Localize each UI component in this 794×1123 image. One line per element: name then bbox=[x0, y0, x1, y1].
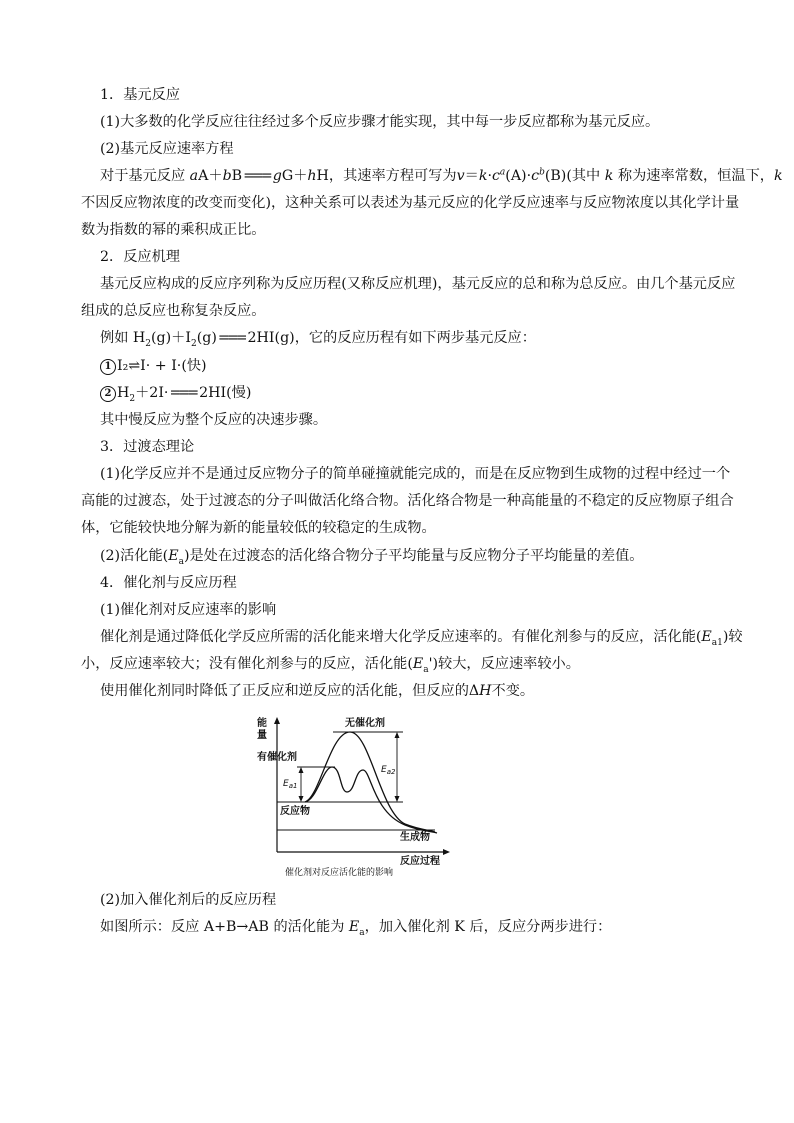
s4-subtitle-2: (2)加入催化剂后的反应历程 bbox=[100, 892, 277, 908]
section-1-title: 1．基元反应 bbox=[100, 87, 180, 103]
s1-paragraph-2-line2: 不因反应物浓度的改变而变化)，这种关系可以表述为基元反应的化学反应速率与反应物浓度以其化学计量 bbox=[81, 195, 740, 211]
ea2-arrow bbox=[395, 732, 400, 802]
figure-caption: 催化剂对反应活化能的影响 bbox=[285, 868, 394, 877]
section-2-title: 2．反应机理 bbox=[100, 249, 180, 265]
s2-paragraph-line2: 组成的总反应也称复杂反应。 bbox=[81, 303, 266, 319]
s1-paragraph-1: (1)大多数的化学反应往往经过多个反应步骤才能实现，其中每一步反应都称为基元反应。 bbox=[100, 114, 660, 130]
elementary-reaction-formula: aA＋bB=== gG＋hH bbox=[189, 168, 329, 184]
catalyst-energy-diagram bbox=[255, 712, 455, 877]
s1-rate-law-line: 对于基元反应 aA＋bB=== gG＋hH，其速率方程可写为$v=k\cdot c^a(A)\cdot c^b(B)$(其中 k 称为速率常数，恒温下，k bbox=[100, 167, 783, 184]
s2-step-2: 2 $H_2+2I\cdot=== 2HI$(慢) bbox=[100, 383, 251, 403]
product-label: 生成物 bbox=[400, 832, 430, 843]
s4-subtitle-1: (1)催化剂对反应速率的影响 bbox=[100, 602, 277, 618]
ea1-arrow bbox=[299, 767, 304, 802]
section-3-title: 3．过渡态理论 bbox=[100, 439, 195, 455]
ea1-label: $E_{a1}$ bbox=[283, 779, 298, 790]
s4-paragraph-1-line2: 小，反应速率较大；没有催化剂参与的反应，活化能$(E_a')$较大，反应速率较小。 bbox=[81, 656, 580, 675]
section-4-title: 4．催化剂与反应历程 bbox=[100, 575, 237, 591]
s3-paragraph-1-line3: 体，它能较快地分解为新的能量较低的较稳定的生成物。 bbox=[81, 520, 436, 536]
y-axis-label-2: 量 bbox=[257, 730, 267, 741]
reactant-label: 反应物 bbox=[280, 806, 310, 817]
catalyst-curve bbox=[305, 767, 437, 833]
s4-paragraph-1-line1: 催化剂是通过降低化学反应所需的活化能来增大化学反应速率的。有催化剂参与的反应，活化能$(E_{a1})$较 bbox=[100, 629, 743, 648]
ea2-label: $E_{a2}$ bbox=[381, 765, 396, 776]
s2-step-1: 1 I₂⇌I· + I·(快) bbox=[100, 356, 207, 376]
rate-equation: $v=k\cdot c^a(A)\cdot c^b(B)$ bbox=[456, 167, 567, 184]
y-axis-label-1: 能 bbox=[257, 718, 267, 729]
s2-paragraph-line1: 基元反应构成的反应序列称为反应历程(又称反应机理)，基元反应的总和称为总反应。由几个基元反应 bbox=[100, 276, 736, 292]
s4-paragraph-2: 使用催化剂同时降低了正反应和逆反应的活化能，但反应的ΔH不变。 bbox=[100, 683, 535, 699]
no-catalyst-label: 无催化剂 bbox=[345, 718, 385, 729]
s2-conclusion: 其中慢反应为整个反应的决速步骤。 bbox=[100, 412, 328, 428]
s3-paragraph-1-line2: 高能的过渡态，处于过渡态的分子叫做活化络合物。活化络合物是一种高能量的不稳定的反应物原子组合 bbox=[81, 493, 734, 509]
s2-example-line: 例如 $H_2(g)+I_2(g)=== 2HI(g)$，它的反应历程有如下两步基元反应： bbox=[100, 330, 536, 349]
s1-subtitle-2: (2)基元反应速率方程 bbox=[100, 141, 234, 157]
s4-paragraph-3: 如图所示：反应 A+B→AB 的活化能为 $E_a$，加入催化剂 K 后，反应分两步进行： bbox=[100, 919, 612, 938]
s3-paragraph-1-line1: (1)化学反应并不是通过反应物分子的简单碰撞就能完成的，而是在反应物到生成物的过程中经过一个 bbox=[100, 466, 731, 482]
overall-reaction-formula: $H_2(g)+I_2(g)=== 2HI(g)$ bbox=[128, 330, 295, 349]
circled-number-1: 1 bbox=[100, 359, 116, 375]
s3-paragraph-2: (2)活化能$(E_a)$是处在过渡态的活化络合物分子平均能量与反应物分子平均能量的差值。 bbox=[100, 548, 644, 567]
with-catalyst-label: 有催化剂 bbox=[257, 752, 297, 763]
s1-paragraph-2-line3: 数为指数的幂的乘积成正比。 bbox=[81, 222, 266, 238]
circled-number-2: 2 bbox=[100, 386, 116, 402]
x-axis-label: 反应过程 bbox=[400, 856, 440, 867]
